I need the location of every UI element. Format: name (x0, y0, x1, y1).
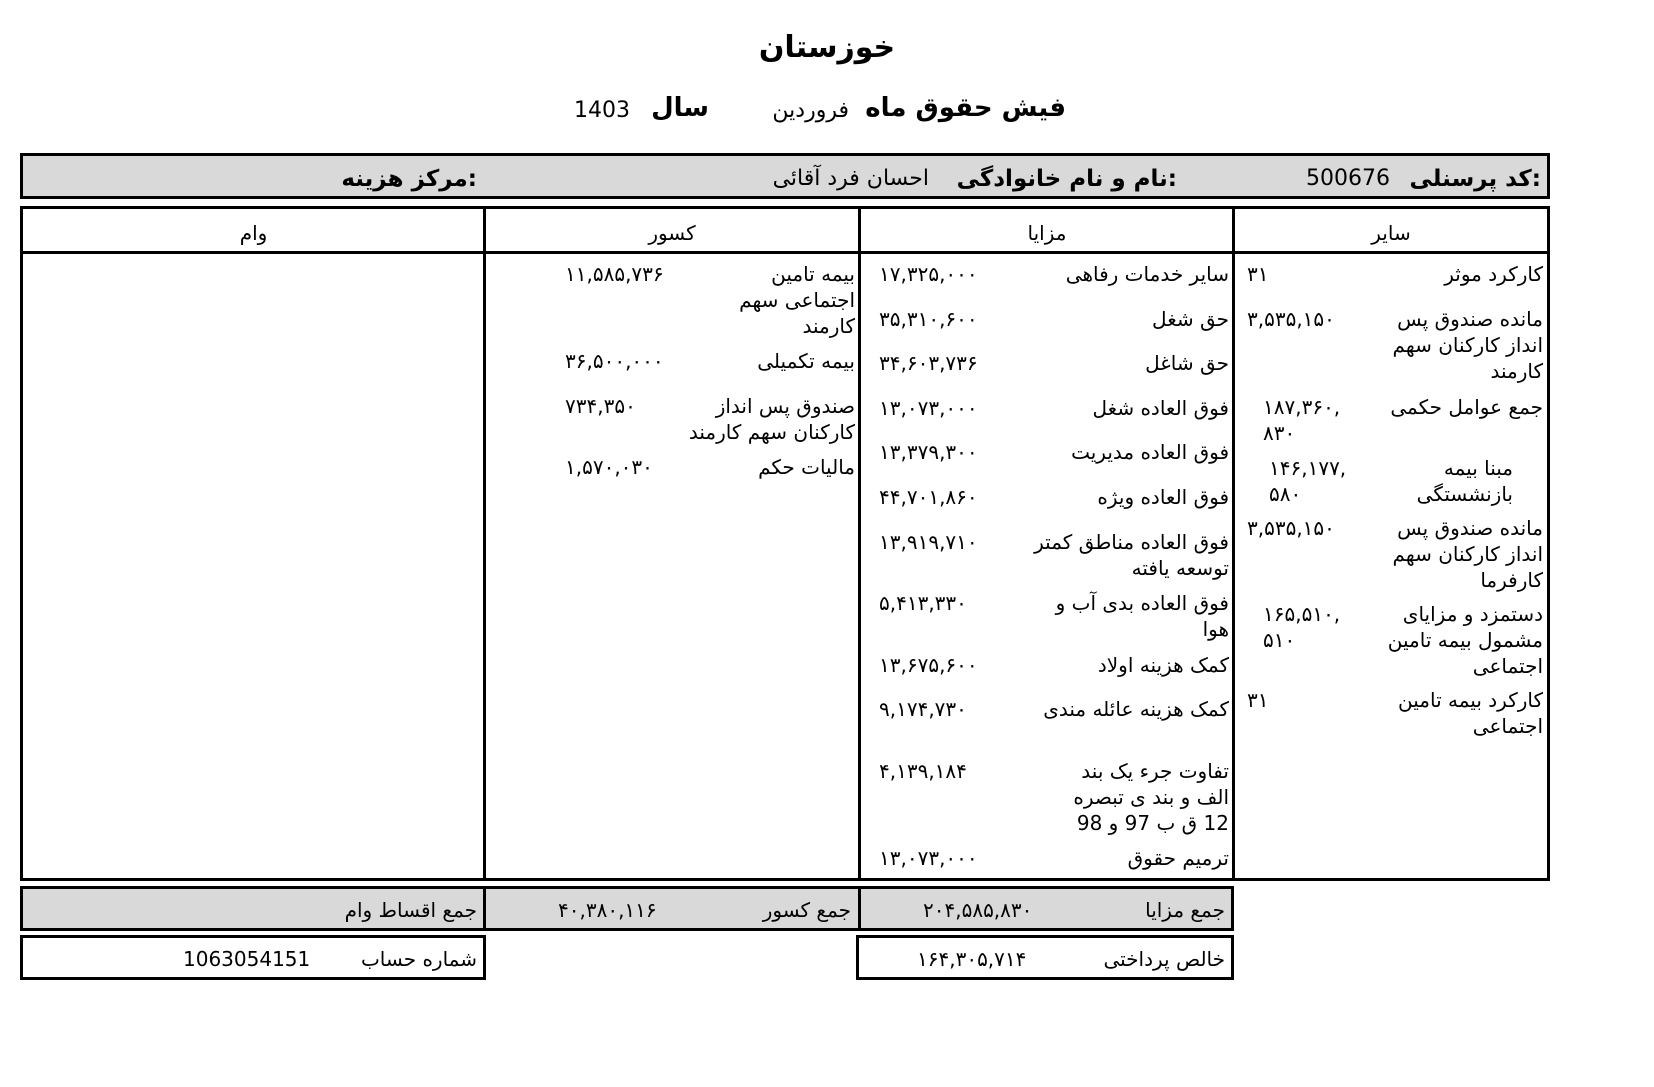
benefit-item (863, 261, 1229, 287)
item-label: بیمه تامین اجتماعی سهم کارمند (739, 262, 855, 338)
column-divider (483, 209, 486, 878)
benefit-item (863, 696, 1229, 722)
benefit-item (863, 395, 1229, 421)
item-label: فوق العاده مدیریت (1071, 440, 1229, 464)
item-value: ۱۴۶,۱۷۷, ۵۸۰ (1269, 456, 1347, 506)
item-label: مبنا بیمه بازنشستگی (1416, 456, 1513, 506)
account-number-box (20, 935, 486, 980)
benefit-item (863, 439, 1229, 465)
item-label: حق شاغل (1145, 351, 1229, 375)
item-value: ۳۵,۳۱۰,۶۰۰ (879, 307, 978, 331)
item-value: ۱۳,۳۷۹,۳۰۰ (879, 440, 978, 464)
slip-title: فیش حقوق ماه (865, 93, 1066, 123)
item-label: بیمه تکمیلی (757, 349, 855, 373)
item-label: فوق العاده ویژه (1097, 485, 1229, 509)
personnel-code-value: 500676 (1306, 166, 1390, 191)
cost-center-label: مرکز هزینه: (341, 166, 477, 192)
deduction-item (489, 348, 855, 374)
item-value: ۳۴,۶۰۳,۷۳۶ (879, 351, 978, 375)
account-number-value: 1063054151 (183, 947, 311, 971)
item-value: ۳۶,۵۰۰,۰۰۰ (565, 349, 664, 373)
benefit-item (863, 529, 1229, 581)
item-label: کمک هزینه عائله مندی (1043, 697, 1229, 721)
item-label: کارکرد بیمه تامین اجتماعی (1398, 688, 1543, 738)
item-value: ۳۱ (1247, 262, 1269, 286)
item-label: جمع عوامل حکمی (1390, 395, 1543, 419)
column-divider (1232, 209, 1235, 878)
full-name-value: احسان فرد آقائی (772, 166, 929, 191)
full-name-label: نام و نام خانوادگی: (956, 166, 1177, 192)
item-value: ۱۳,۹۱۹,۷۱۰ (879, 530, 978, 554)
column-divider (858, 209, 861, 878)
column-header-benefits: مزایا (1027, 221, 1067, 245)
other-item (1237, 687, 1543, 739)
total-deductions-label: جمع کسور (762, 898, 851, 922)
item-label: حق شغل (1152, 307, 1229, 331)
item-value: ۱۳,۰۷۳,۰۰۰ (879, 396, 978, 420)
item-label: کمک هزینه اولاد (1097, 653, 1229, 677)
item-label: کارکرد موثر (1444, 262, 1543, 286)
total-deductions-value: ۴۰,۳۸۰,۱۱۶ (558, 898, 657, 922)
item-value: ۴۴,۷۰۱,۸۶۰ (879, 485, 978, 509)
item-value: ۱۶۵,۵۱۰, ۵۱۰ (1263, 602, 1341, 652)
benefit-item (863, 590, 1229, 642)
salary-table (20, 206, 1550, 881)
item-value: ۳۱ (1247, 688, 1269, 712)
net-payment-value: ۱۶۴,۳۰۵,۷۱۴ (917, 947, 1027, 971)
item-label: مانده صندوق پس انداز کارکنان سهم کارفرما (1392, 516, 1543, 592)
item-value: ۴,۱۳۹,۱۸۴ (879, 759, 967, 783)
item-label: مالیات حکم (758, 455, 855, 479)
item-label: فوق العاده بدی آب و هوا (1055, 591, 1229, 641)
item-value: ۳,۵۳۵,۱۵۰ (1247, 516, 1335, 540)
benefit-item (863, 758, 1229, 836)
other-item (1237, 306, 1543, 384)
province-title: خوزستان (758, 30, 896, 65)
employee-info-bar (20, 153, 1550, 199)
benefit-item (863, 845, 1229, 871)
column-divider (858, 889, 861, 928)
total-loan-installments-label: جمع اقساط وام (344, 898, 477, 922)
year-value: 1403 (574, 98, 630, 123)
other-item (1237, 515, 1543, 593)
item-value: ۱۷,۳۲۵,۰۰۰ (879, 262, 978, 286)
account-number-label: شماره حساب (360, 947, 477, 971)
net-payment-label: خالص پرداختی (1103, 947, 1225, 971)
benefit-item (863, 350, 1229, 376)
item-label: تفاوت جرء یک بند الف و بند ی تبصره 12 ق ب 97 و 98 (1073, 759, 1229, 835)
other-item (1237, 455, 1543, 507)
item-label: مانده صندوق پس انداز کارکنان سهم کارمند (1392, 307, 1543, 383)
item-label: سایر خدمات رفاهی (1065, 262, 1229, 286)
column-header-loan: وام (239, 221, 268, 245)
totals-bar (20, 886, 1234, 931)
total-benefits-label: جمع مزایا (1145, 898, 1225, 922)
deduction-item (489, 261, 855, 339)
item-value: ۱۳,۰۷۳,۰۰۰ (879, 846, 978, 870)
benefit-item (863, 484, 1229, 510)
column-header-deductions: کسور (648, 221, 696, 245)
item-value: ۷۳۴,۳۵۰ (565, 394, 636, 418)
item-value: ۵,۴۱۳,۳۳۰ (879, 591, 967, 615)
deduction-item (489, 454, 855, 480)
month-value: فروردین (772, 98, 849, 123)
column-divider (483, 889, 486, 928)
other-item (1237, 394, 1543, 446)
header-divider (23, 251, 1547, 254)
item-value: ۹,۱۷۴,۷۳۰ (879, 697, 967, 721)
personnel-code-label: کد پرسنلی: (1409, 166, 1541, 192)
year-label: سال (651, 93, 709, 123)
item-value: ۱,۵۷۰,۰۳۰ (565, 455, 653, 479)
item-value: ۱۱,۵۸۵,۷۳۶ (565, 262, 664, 286)
item-label: دستمزد و مزایای مشمول بیمه تامین اجتماعی (1387, 602, 1543, 678)
item-label: ترمیم حقوق (1127, 846, 1229, 870)
item-value: ۱۸۷,۳۶۰, ۸۳۰ (1263, 395, 1341, 445)
item-label: فوق العاده مناطق کمتر توسعه یافته (1034, 530, 1229, 580)
item-value: ۱۳,۶۷۵,۶۰۰ (879, 653, 978, 677)
item-label: صندوق پس انداز کارکنان سهم کارمند (688, 394, 855, 444)
item-value: ۳,۵۳۵,۱۵۰ (1247, 307, 1335, 331)
other-item (1237, 601, 1543, 679)
deduction-item (489, 393, 855, 445)
net-payment-box (856, 935, 1234, 980)
column-header-other: سایر (1371, 221, 1411, 245)
other-item (1237, 261, 1543, 287)
benefit-item (863, 306, 1229, 332)
item-label: فوق العاده شغل (1092, 396, 1229, 420)
total-benefits-value: ۲۰۴,۵۸۵,۸۳۰ (923, 898, 1033, 922)
benefit-item (863, 652, 1229, 678)
